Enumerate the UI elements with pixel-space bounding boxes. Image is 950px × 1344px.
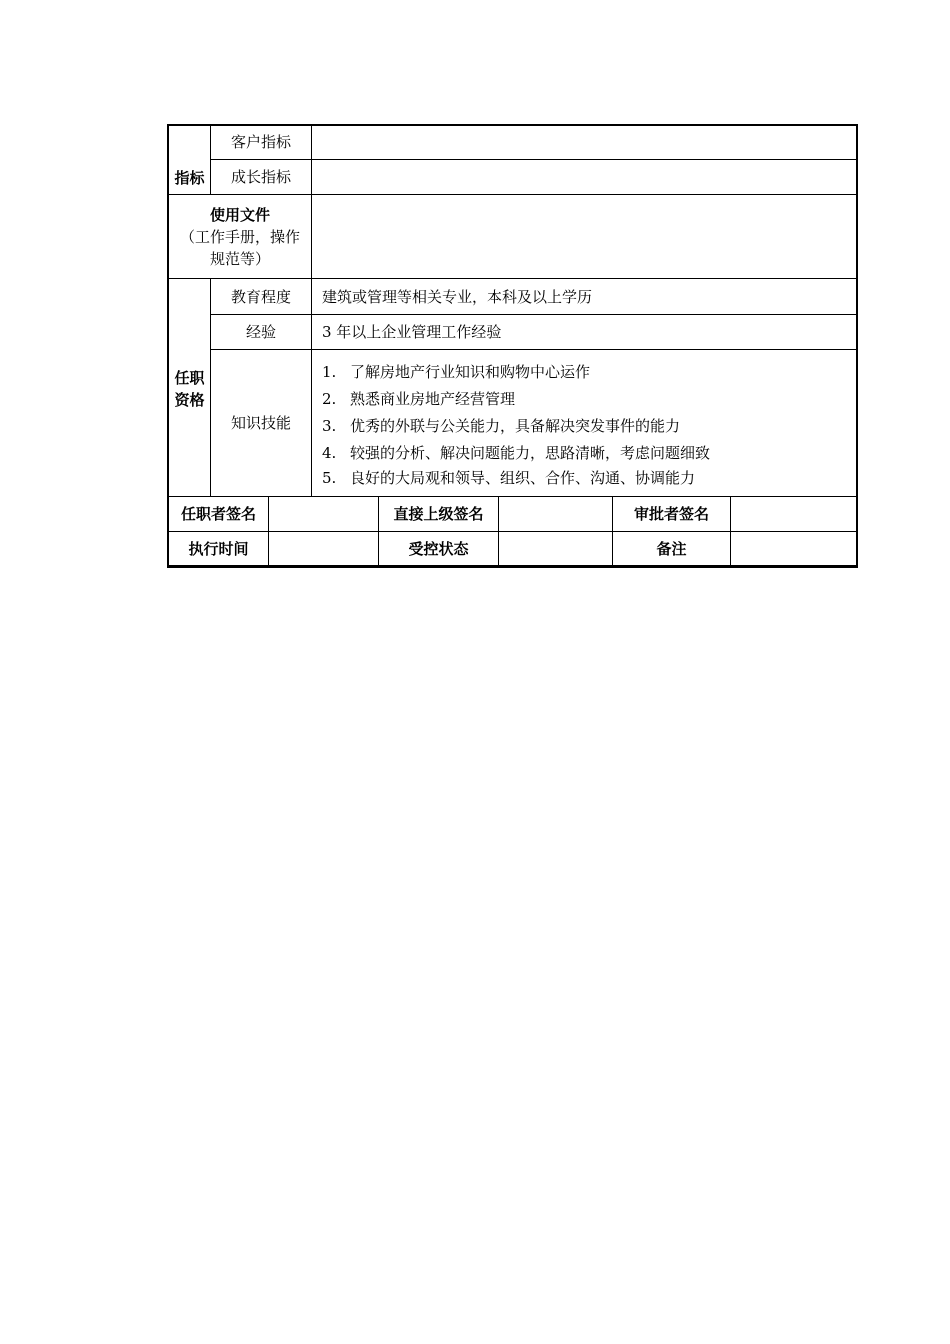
qualifications-group-label [169, 362, 210, 416]
supervisor-signature-label: 直接上级签名 [393, 505, 484, 523]
education-label: 教育程度 [230, 287, 291, 306]
exec-time-field[interactable] [269, 532, 378, 566]
skill-text: 熟悉商业房地产经营管理 [350, 390, 516, 408]
list-item [322, 413, 710, 440]
skills-label: 知识技能 [230, 414, 291, 432]
supervisor-signature-field[interactable] [499, 497, 612, 531]
experience-value: 3 年以上企业管理工作经验 [322, 323, 502, 341]
remarks-label: 备注 [656, 540, 687, 558]
qualifications-group-label-1: 任职 [174, 369, 205, 387]
list-item [322, 467, 710, 489]
customer-indicator-value [312, 125, 857, 159]
documents-label-sub-2: 规范等） [209, 250, 270, 268]
holder-signature-label: 任职者签名 [180, 505, 256, 523]
skill-number: 2. [322, 390, 337, 408]
list-item [322, 440, 710, 467]
control-status-field[interactable] [499, 532, 612, 566]
skill-text: 了解房地产行业知识和购物中心运作 [350, 363, 591, 381]
skill-number: 3. [322, 417, 337, 435]
skills-list [322, 359, 710, 489]
documents-label-main: 使用文件 [209, 206, 270, 224]
skill-number: 4. [322, 444, 337, 462]
skill-text: 良好的大局观和领导、组织、合作、沟通、协调能力 [350, 469, 696, 487]
skill-number: 1. [322, 363, 337, 381]
skill-text: 较强的分析、解决问题能力，思路清晰，考虑问题细致 [350, 444, 711, 462]
control-status-label: 受控状态 [408, 540, 469, 558]
list-item [322, 359, 710, 386]
approver-signature-label: 审批者签名 [633, 505, 709, 523]
list-item [322, 386, 710, 413]
growth-indicator-label: 成长指标 [230, 168, 291, 186]
documents-value [312, 195, 857, 278]
skill-number: 5. [322, 469, 337, 487]
qualifications-group-label-2: 资格 [174, 391, 205, 409]
skill-text: 优秀的外联与公关能力，具备解决突发事件的能力 [350, 417, 681, 435]
documents-label [169, 200, 311, 274]
exec-time-label: 执行时间 [188, 540, 249, 558]
indicators-group-label: 指标 [174, 168, 205, 187]
experience-label: 经验 [245, 323, 276, 341]
holder-signature-field[interactable] [269, 497, 378, 531]
education-value: 建筑或管理等相关专业，本科及以上学历 [322, 287, 593, 306]
customer-indicator-label: 客户指标 [230, 133, 291, 151]
remarks-field[interactable] [731, 532, 856, 566]
documents-label-sub-1: （工作手册，操作 [179, 228, 300, 246]
growth-indicator-value [312, 160, 857, 194]
approver-signature-field[interactable] [731, 497, 856, 531]
